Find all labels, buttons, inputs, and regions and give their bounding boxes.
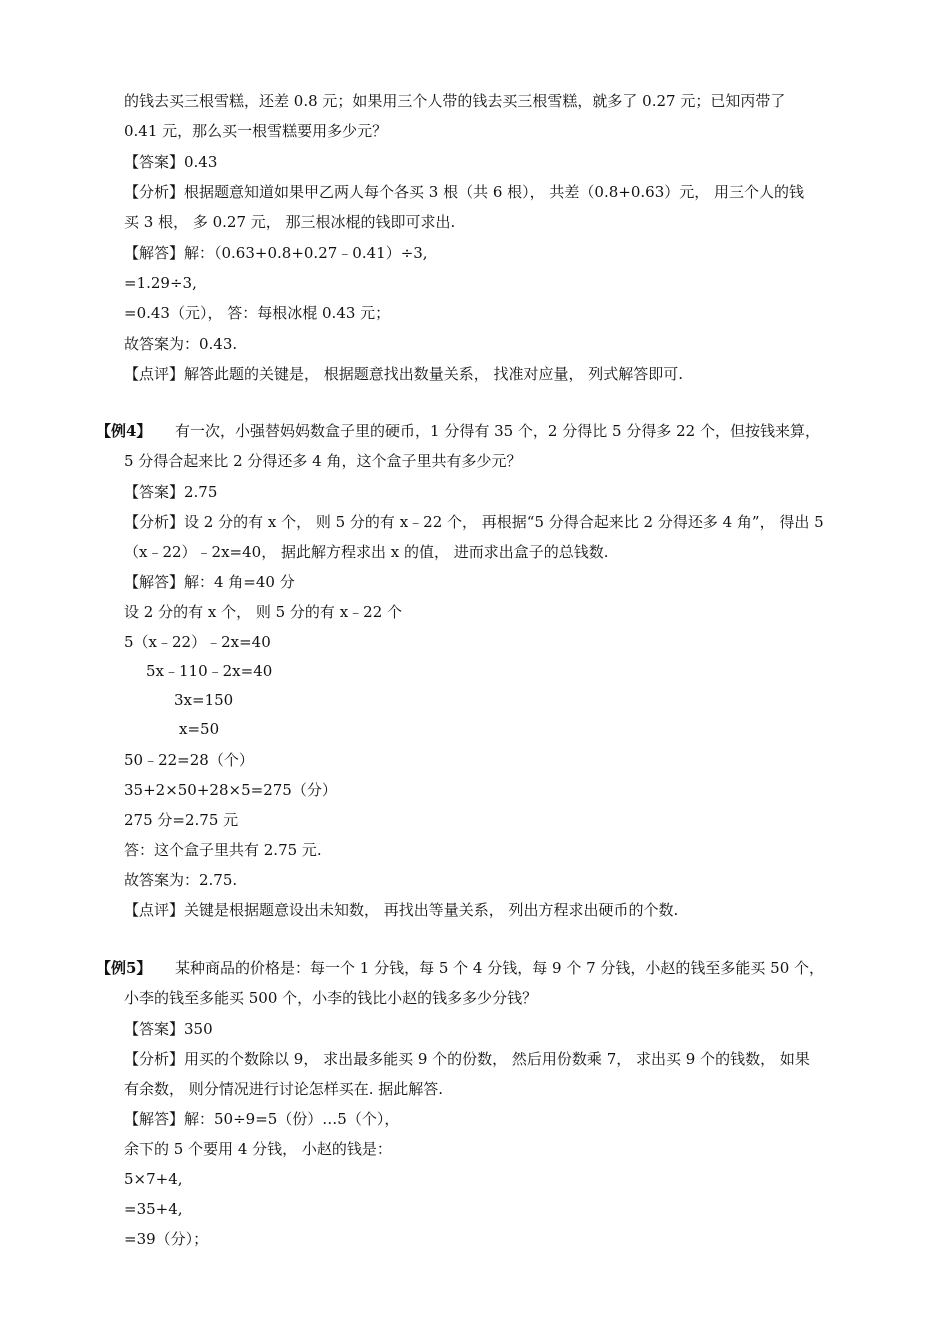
solution-line: =0.43（元）， 答：每根冰棍 0.43 元；	[124, 304, 391, 322]
answer-line: 【答案】2.75	[124, 483, 218, 501]
example5-tag: 【例5】	[96, 959, 152, 977]
solution-line: 50﹣22=28（个）	[124, 751, 254, 769]
solution-line: 故答案为：0.43.	[124, 335, 238, 353]
question-line: 0.41 元，那么买一根雪糕要用多少元？	[124, 122, 388, 140]
solution-line: 余下的 5 个要用 4 分钱， 小赵的钱是：	[124, 1140, 392, 1158]
solution-line: =35+4,	[124, 1200, 183, 1218]
solution-line: 5×7+4,	[124, 1170, 183, 1188]
solution-line: 故答案为：2.75.	[124, 871, 238, 889]
answer-line: 【答案】0.43	[124, 153, 218, 171]
question-line: 5 分得合起来比 2 分得还多 4 角，这个盒子里共有多少元？	[124, 452, 522, 470]
solution-line: =39（分）；	[124, 1230, 209, 1248]
comment-line: 【点评】解答此题的关键是， 根据题意找出数量关系， 找准对应量， 列式解答即可.	[124, 365, 684, 383]
example5-question: 某种商品的价格是：每一个 1 分钱，每 5 个 4 分钱，每 9 个 7 分钱，小赵的钱至多能买 50 个，	[175, 959, 825, 977]
analysis-line: 【分析】根据题意知道如果甲乙两人每个各买 3 根（共 6 根）， 共差（0.8+0.63）元， 用三个人的钱	[124, 183, 805, 201]
question-line: 小李的钱至多能买 500 个，小李的钱比小赵的钱多多少分钱？	[124, 989, 538, 1007]
example4-heading	[96, 421, 820, 441]
analysis-line: 买 3 根， 多 0.27 元， 那三根冰棍的钱即可求出.	[124, 213, 456, 231]
answer-line: 【答案】350	[124, 1020, 213, 1038]
analysis-line: 【分析】用买的个数除以 9， 求出最多能买 9 个的份数， 然后用份数乘 7， 求出买 9 个的钱数， 如果	[124, 1050, 810, 1068]
analysis-line: 有余数， 则分情况进行讨论怎样买在. 据此解答.	[124, 1080, 444, 1098]
example5-heading	[96, 958, 824, 978]
solution-line: 【解答】解：4 角=40 分	[124, 573, 295, 591]
analysis-line: （x﹣22）﹣2x=40， 据此解方程求出 x 的值， 进而求出盒子的总钱数.	[124, 543, 609, 561]
solution-line: 3x=150	[174, 691, 234, 709]
solution-line: 设 2 分的有 x 个， 则 5 分的有 x﹣22 个	[124, 603, 403, 621]
solution-line: 【解答】解：50÷9=5（份）…5（个），	[124, 1110, 400, 1128]
solution-line: 答：这个盒子里共有 2.75 元.	[124, 841, 322, 859]
solution-line: 【解答】解：（0.63+0.8+0.27﹣0.41）÷3,	[124, 244, 428, 262]
comment-line: 【点评】关键是根据题意设出未知数， 再找出等量关系， 列出方程求出硬币的个数.	[124, 901, 679, 919]
question-line: 的钱去买三根雪糕，还差 0.8 元；如果用三个人带的钱去买三根雪糕，就多了 0.27 元；已知丙带了	[124, 92, 786, 110]
solution-line: x=50	[179, 720, 220, 738]
analysis-line: 【分析】设 2 分的有 x 个， 则 5 分的有 x﹣22 个， 再根据“5 分得合起来比 2 分得还多 4 角”， 得出 5	[124, 513, 824, 531]
solution-line: 5（x﹣22）﹣2x=40	[124, 633, 271, 651]
example4-question: 有一次，小强替妈妈数盒子里的硬币，1 分得有 35 个，2 分得比 5 分得多 22 个，但按钱来算，	[175, 422, 820, 440]
example4-tag: 【例4】	[96, 422, 152, 440]
solution-line: 275 分=2.75 元	[124, 811, 239, 829]
solution-line: =1.29÷3,	[124, 274, 197, 292]
solution-line: 35+2×50+28×5=275（分）	[124, 781, 337, 799]
solution-line: 5x﹣110﹣2x=40	[146, 662, 273, 680]
